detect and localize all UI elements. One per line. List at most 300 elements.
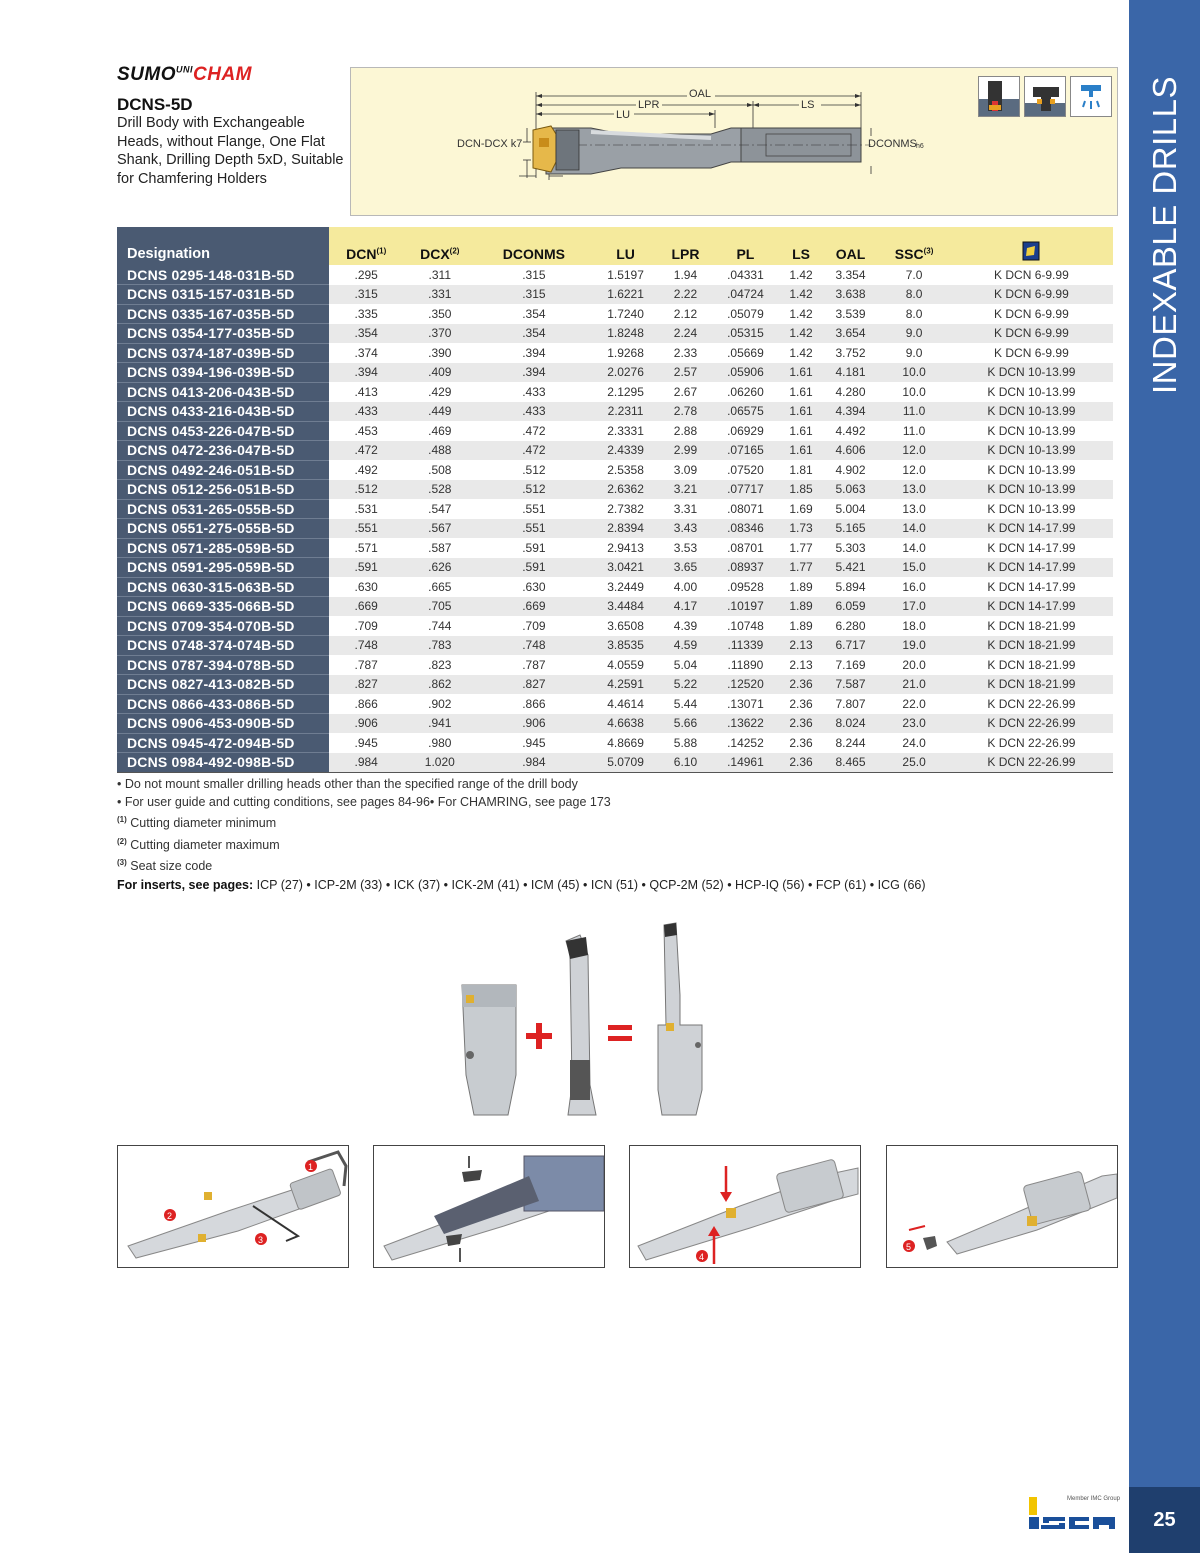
assembly-step-2 xyxy=(373,1145,605,1268)
value-cell: .14961 xyxy=(711,753,779,773)
value-cell: 5.165 xyxy=(823,519,879,539)
value-cell: 3.6508 xyxy=(592,616,660,636)
value-cell: 2.12 xyxy=(660,304,712,324)
value-cell: K DCN 10-13.99 xyxy=(950,402,1113,422)
value-cell: 5.063 xyxy=(823,480,879,500)
value-cell: .984 xyxy=(329,753,403,773)
value-cell: 1.6221 xyxy=(592,285,660,305)
value-cell: .551 xyxy=(476,519,591,539)
value-cell: 2.13 xyxy=(779,636,822,656)
value-cell: 3.53 xyxy=(660,538,712,558)
value-cell: .547 xyxy=(403,499,476,519)
value-cell: .512 xyxy=(476,460,591,480)
value-cell: K DCN 10-13.99 xyxy=(950,382,1113,402)
value-cell: .08346 xyxy=(711,519,779,539)
value-cell: 22.0 xyxy=(878,694,949,714)
value-cell: 24.0 xyxy=(878,733,949,753)
value-cell: 2.99 xyxy=(660,441,712,461)
value-cell: .354 xyxy=(476,324,591,344)
value-cell: .512 xyxy=(476,480,591,500)
value-cell: .862 xyxy=(403,675,476,695)
value-cell: .433 xyxy=(476,382,591,402)
value-cell: 4.902 xyxy=(823,460,879,480)
designation-cell: DCNS 0315-157-031B-5D xyxy=(117,285,329,305)
table-row xyxy=(117,499,1113,519)
value-cell: .10748 xyxy=(711,616,779,636)
designation-cell: DCNS 0512-256-051B-5D xyxy=(117,480,329,500)
value-cell: 4.00 xyxy=(660,577,712,597)
value-cell: K DCN 22-26.99 xyxy=(950,694,1113,714)
value-cell: 2.0276 xyxy=(592,363,660,383)
value-cell: 2.67 xyxy=(660,382,712,402)
sidebar-title: INDEXABLE DRILLS xyxy=(1146,76,1183,394)
col-dconms: DCONMS xyxy=(476,227,591,265)
value-cell: 11.0 xyxy=(878,402,949,422)
value-cell: .906 xyxy=(476,714,591,734)
value-cell: 2.36 xyxy=(779,694,822,714)
table-row xyxy=(117,538,1113,558)
value-cell: .350 xyxy=(403,304,476,324)
value-cell: 5.44 xyxy=(660,694,712,714)
value-cell: 1.61 xyxy=(779,402,822,422)
value-cell: .902 xyxy=(403,694,476,714)
value-cell: 3.752 xyxy=(823,343,879,363)
product-description: Drill Body with Exchangeable Heads, without Flange, One Flat Shank, Drilling Depth 5xD, Suitable for Chamfering Holders xyxy=(117,115,344,187)
value-cell: .744 xyxy=(403,616,476,636)
value-cell: 7.169 xyxy=(823,655,879,675)
value-cell: 9.0 xyxy=(878,324,949,344)
designation-cell: DCNS 0394-196-039B-5D xyxy=(117,363,329,383)
value-cell: .331 xyxy=(403,285,476,305)
designation-cell: DCNS 0571-285-059B-5D xyxy=(117,538,329,558)
value-cell: 1.020 xyxy=(403,753,476,773)
specifications-table xyxy=(117,227,1113,773)
value-cell: .374 xyxy=(329,343,403,363)
svg-text:h6: h6 xyxy=(916,143,924,150)
page-number: 25 xyxy=(1129,1487,1200,1553)
value-cell: 4.0559 xyxy=(592,655,660,675)
value-cell: 3.638 xyxy=(823,285,879,305)
value-cell: 1.7240 xyxy=(592,304,660,324)
designation-cell: DCNS 0669-335-066B-5D xyxy=(117,597,329,617)
value-cell: 2.78 xyxy=(660,402,712,422)
table-row xyxy=(117,714,1113,734)
svg-text:DCN-DCX k7: DCN-DCX k7 xyxy=(457,138,523,150)
value-cell: 1.42 xyxy=(779,304,822,324)
value-cell: .472 xyxy=(476,421,591,441)
svg-text:LS: LS xyxy=(801,99,815,111)
table-row xyxy=(117,421,1113,441)
value-cell: 3.21 xyxy=(660,480,712,500)
value-cell: .866 xyxy=(476,694,591,714)
value-cell: 2.36 xyxy=(779,733,822,753)
value-cell: 1.69 xyxy=(779,499,822,519)
value-cell: .528 xyxy=(403,480,476,500)
value-cell: 6.280 xyxy=(823,616,879,636)
designation-cell: DCNS 0945-472-094B-5D xyxy=(117,733,329,753)
value-cell: K DCN 14-17.99 xyxy=(950,538,1113,558)
value-cell: 3.4484 xyxy=(592,597,660,617)
designation-cell: DCNS 0433-216-043B-5D xyxy=(117,402,329,422)
value-cell: .709 xyxy=(476,616,591,636)
designation-cell: DCNS 0295-148-031B-5D xyxy=(117,265,329,285)
value-cell: .906 xyxy=(329,714,403,734)
value-cell: 4.394 xyxy=(823,402,879,422)
value-cell: 5.66 xyxy=(660,714,712,734)
col-insert xyxy=(950,227,1113,265)
value-cell: .12520 xyxy=(711,675,779,695)
value-cell: .665 xyxy=(403,577,476,597)
col-lu: LU xyxy=(592,227,660,265)
table-row xyxy=(117,694,1113,714)
value-cell: .748 xyxy=(329,636,403,656)
value-cell: .08071 xyxy=(711,499,779,519)
value-cell: 1.73 xyxy=(779,519,822,539)
designation-cell: DCNS 0709-354-070B-5D xyxy=(117,616,329,636)
value-cell: K DCN 14-17.99 xyxy=(950,519,1113,539)
value-cell: .941 xyxy=(403,714,476,734)
designation-cell: DCNS 0472-236-047B-5D xyxy=(117,441,329,461)
value-cell: 3.2449 xyxy=(592,577,660,597)
designation-cell: DCNS 0906-453-090B-5D xyxy=(117,714,329,734)
value-cell: K DCN 22-26.99 xyxy=(950,753,1113,773)
value-cell: K DCN 6-9.99 xyxy=(950,265,1113,285)
value-cell: .354 xyxy=(329,324,403,344)
assembly-photo xyxy=(440,915,720,1125)
col-ls: LS xyxy=(779,227,822,265)
table-row xyxy=(117,402,1113,422)
footnote-1: $^{(1)}$ Cutting diameter minimum xyxy=(117,815,277,831)
designation-cell: DCNS 0413-206-043B-5D xyxy=(117,382,329,402)
col-oal: OAL xyxy=(823,227,879,265)
value-cell: 5.303 xyxy=(823,538,879,558)
value-cell: K DCN 18-21.99 xyxy=(950,675,1113,695)
svg-text:2: 2 xyxy=(167,1211,173,1221)
value-cell: 8.0 xyxy=(878,304,949,324)
coolant-tap-icon xyxy=(1070,76,1112,117)
value-cell: 3.31 xyxy=(660,499,712,519)
value-cell: 2.3331 xyxy=(592,421,660,441)
value-cell: 3.09 xyxy=(660,460,712,480)
value-cell: 4.606 xyxy=(823,441,879,461)
value-cell: 2.5358 xyxy=(592,460,660,480)
member-imc-text: Member IMC Group xyxy=(1067,1496,1121,1502)
svg-text:DCONMS: DCONMS xyxy=(868,138,917,150)
value-cell: .390 xyxy=(403,343,476,363)
value-cell: K DCN 18-21.99 xyxy=(950,636,1113,656)
value-cell: 3.654 xyxy=(823,324,879,344)
value-cell: 1.61 xyxy=(779,421,822,441)
value-cell: 1.42 xyxy=(779,285,822,305)
svg-text:4: 4 xyxy=(699,1252,705,1262)
value-cell: 7.807 xyxy=(823,694,879,714)
value-cell: .469 xyxy=(403,421,476,441)
value-cell: .14252 xyxy=(711,733,779,753)
value-cell: .551 xyxy=(329,519,403,539)
footnote-3: $^{(3)}$ Seat size code xyxy=(117,858,213,874)
value-cell: 8.0 xyxy=(878,285,949,305)
value-cell: 2.8394 xyxy=(592,519,660,539)
value-cell: .492 xyxy=(329,460,403,480)
value-cell: .394 xyxy=(476,363,591,383)
value-cell: .429 xyxy=(403,382,476,402)
value-cell: .626 xyxy=(403,558,476,578)
value-cell: .980 xyxy=(403,733,476,753)
value-cell: .787 xyxy=(476,655,591,675)
inserts-reference: For inserts, see pages: ICP (27) • ICP-2M (33) • ICK (37) • ICK-2M (41) • ICM (45) • ICN (51) • QCP-2M (52) • HCP-IQ (56) • FCP (61) • ICG (66) xyxy=(117,877,926,892)
value-cell: .315 xyxy=(329,285,403,305)
value-cell: 5.22 xyxy=(660,675,712,695)
value-cell: .433 xyxy=(476,402,591,422)
value-cell: 13.0 xyxy=(878,499,949,519)
value-cell: 1.61 xyxy=(779,363,822,383)
value-cell: .11890 xyxy=(711,655,779,675)
value-cell: 4.6638 xyxy=(592,714,660,734)
table-row xyxy=(117,265,1113,285)
value-cell: 4.4614 xyxy=(592,694,660,714)
value-cell: 1.42 xyxy=(779,343,822,363)
value-cell: K DCN 6-9.99 xyxy=(950,343,1113,363)
value-cell: .571 xyxy=(329,538,403,558)
table-row xyxy=(117,753,1113,773)
value-cell: 10.0 xyxy=(878,363,949,383)
value-cell: .394 xyxy=(329,363,403,383)
value-cell: 2.24 xyxy=(660,324,712,344)
table-row xyxy=(117,558,1113,578)
value-cell: 1.85 xyxy=(779,480,822,500)
value-cell: .591 xyxy=(329,558,403,578)
table-row xyxy=(117,363,1113,383)
value-cell: 2.13 xyxy=(779,655,822,675)
value-cell: 4.39 xyxy=(660,616,712,636)
value-cell: 1.9268 xyxy=(592,343,660,363)
value-cell: 6.717 xyxy=(823,636,879,656)
svg-text:5: 5 xyxy=(906,1242,912,1252)
designation-cell: DCNS 0787-394-078B-5D xyxy=(117,655,329,675)
value-cell: 17.0 xyxy=(878,597,949,617)
designation-cell: DCNS 0453-226-047B-5D xyxy=(117,421,329,441)
value-cell: .787 xyxy=(329,655,403,675)
value-cell: .669 xyxy=(476,597,591,617)
footnote-2: $^{(2)}$ Cutting diameter maximum xyxy=(117,836,280,852)
assembly-step-1 xyxy=(117,1145,349,1268)
value-cell: 2.1295 xyxy=(592,382,660,402)
value-cell: 5.88 xyxy=(660,733,712,753)
assembly-step-4 xyxy=(886,1145,1118,1268)
value-cell: 3.539 xyxy=(823,304,879,324)
value-cell: .06929 xyxy=(711,421,779,441)
value-cell: 5.894 xyxy=(823,577,879,597)
value-cell: 7.587 xyxy=(823,675,879,695)
value-cell: .433 xyxy=(329,402,403,422)
value-cell: 16.0 xyxy=(878,577,949,597)
value-cell: 2.22 xyxy=(660,285,712,305)
svg-text:3: 3 xyxy=(258,1235,264,1245)
col-lpr: LPR xyxy=(660,227,712,265)
value-cell: .591 xyxy=(476,538,591,558)
svg-text:LPR: LPR xyxy=(638,99,660,111)
value-cell: K DCN 22-26.99 xyxy=(950,733,1113,753)
value-cell: .945 xyxy=(329,733,403,753)
value-cell: .335 xyxy=(329,304,403,324)
value-cell: .508 xyxy=(403,460,476,480)
value-cell: .295 xyxy=(329,265,403,285)
value-cell: .472 xyxy=(329,441,403,461)
table-row xyxy=(117,324,1113,344)
designation-cell: DCNS 0827-413-082B-5D xyxy=(117,675,329,695)
designation-cell: DCNS 0551-275-055B-5D xyxy=(117,519,329,539)
assembly-step-3 xyxy=(629,1145,861,1268)
value-cell: .08701 xyxy=(711,538,779,558)
value-cell: .413 xyxy=(329,382,403,402)
value-cell: 15.0 xyxy=(878,558,949,578)
value-cell: 12.0 xyxy=(878,460,949,480)
value-cell: K DCN 14-17.99 xyxy=(950,558,1113,578)
value-cell: 21.0 xyxy=(878,675,949,695)
value-cell: 4.8669 xyxy=(592,733,660,753)
value-cell: K DCN 6-9.99 xyxy=(950,285,1113,305)
value-cell: .354 xyxy=(476,304,591,324)
value-cell: 3.354 xyxy=(823,265,879,285)
value-cell: 4.492 xyxy=(823,421,879,441)
value-cell: .08937 xyxy=(711,558,779,578)
table-row xyxy=(117,285,1113,305)
value-cell: 2.2311 xyxy=(592,402,660,422)
value-cell: .05669 xyxy=(711,343,779,363)
value-cell: 3.8535 xyxy=(592,636,660,656)
table-row xyxy=(117,480,1113,500)
table-row xyxy=(117,304,1113,324)
value-cell: .630 xyxy=(329,577,403,597)
table-row xyxy=(117,343,1113,363)
value-cell: 8.244 xyxy=(823,733,879,753)
svg-text:LU: LU xyxy=(616,109,631,121)
value-cell: .11339 xyxy=(711,636,779,656)
value-cell: 2.57 xyxy=(660,363,712,383)
value-cell: .370 xyxy=(403,324,476,344)
value-cell: 2.36 xyxy=(779,714,822,734)
value-cell: 10.0 xyxy=(878,382,949,402)
value-cell: 2.36 xyxy=(779,753,822,773)
table-row xyxy=(117,441,1113,461)
table-row xyxy=(117,733,1113,753)
value-cell: .630 xyxy=(476,577,591,597)
table-notes xyxy=(117,776,926,894)
value-cell: .04724 xyxy=(711,285,779,305)
value-cell: 1.81 xyxy=(779,460,822,480)
value-cell: .13622 xyxy=(711,714,779,734)
note-bullet: • Do not mount smaller drilling heads other than the specified range of the drill body xyxy=(117,777,578,791)
value-cell: 19.0 xyxy=(878,636,949,656)
col-dcn: DCN$^{(1)}$ xyxy=(329,227,403,265)
value-cell: 3.65 xyxy=(660,558,712,578)
value-cell: .07520 xyxy=(711,460,779,480)
value-cell: .823 xyxy=(403,655,476,675)
value-cell: .567 xyxy=(403,519,476,539)
product-title: DCNS-5D xyxy=(117,95,193,114)
value-cell: 1.42 xyxy=(779,265,822,285)
value-cell: .05315 xyxy=(711,324,779,344)
value-cell: .06575 xyxy=(711,402,779,422)
value-cell: 12.0 xyxy=(878,441,949,461)
designation-cell: DCNS 0354-177-035B-5D xyxy=(117,324,329,344)
value-cell: 6.059 xyxy=(823,597,879,617)
value-cell: 5.004 xyxy=(823,499,879,519)
value-cell: .488 xyxy=(403,441,476,461)
designation-cell: DCNS 0591-295-059B-5D xyxy=(117,558,329,578)
value-cell: .10197 xyxy=(711,597,779,617)
value-cell: 20.0 xyxy=(878,655,949,675)
value-cell: 25.0 xyxy=(878,753,949,773)
value-cell: 1.8248 xyxy=(592,324,660,344)
value-cell: .512 xyxy=(329,480,403,500)
table-row xyxy=(117,636,1113,656)
table-row xyxy=(117,675,1113,695)
designation-cell: DCNS 0630-315-063B-5D xyxy=(117,577,329,597)
value-cell: 2.9413 xyxy=(592,538,660,558)
value-cell: .705 xyxy=(403,597,476,617)
designation-cell: DCNS 0984-492-098B-5D xyxy=(117,753,329,773)
value-cell: .07165 xyxy=(711,441,779,461)
value-cell: 23.0 xyxy=(878,714,949,734)
value-cell: 1.89 xyxy=(779,577,822,597)
insert-icon xyxy=(1020,240,1042,262)
value-cell: .05906 xyxy=(711,363,779,383)
value-cell: 2.88 xyxy=(660,421,712,441)
value-cell: K DCN 18-21.99 xyxy=(950,616,1113,636)
value-cell: .945 xyxy=(476,733,591,753)
value-cell: .06260 xyxy=(711,382,779,402)
value-cell: .315 xyxy=(476,285,591,305)
value-cell: K DCN 22-26.99 xyxy=(950,714,1113,734)
table-row xyxy=(117,616,1113,636)
designation-cell: DCNS 0866-433-086B-5D xyxy=(117,694,329,714)
value-cell: K DCN 18-21.99 xyxy=(950,655,1113,675)
technical-drawing xyxy=(350,67,1118,216)
value-cell: .827 xyxy=(476,675,591,695)
value-cell: .531 xyxy=(329,499,403,519)
value-cell: K DCN 10-13.99 xyxy=(950,441,1113,461)
value-cell: K DCN 14-17.99 xyxy=(950,597,1113,617)
value-cell: 8.024 xyxy=(823,714,879,734)
value-cell: 5.04 xyxy=(660,655,712,675)
value-cell: .669 xyxy=(329,597,403,617)
value-cell: 8.465 xyxy=(823,753,879,773)
value-cell: 4.280 xyxy=(823,382,879,402)
designation-cell: DCNS 0335-167-035B-5D xyxy=(117,304,329,324)
value-cell: 5.421 xyxy=(823,558,879,578)
value-cell: 4.181 xyxy=(823,363,879,383)
value-cell: 1.94 xyxy=(660,265,712,285)
value-cell: 5.0709 xyxy=(592,753,660,773)
value-cell: 6.10 xyxy=(660,753,712,773)
value-cell: 14.0 xyxy=(878,519,949,539)
table-row xyxy=(117,577,1113,597)
value-cell: .551 xyxy=(476,499,591,519)
value-cell: 13.0 xyxy=(878,480,949,500)
value-cell: 1.42 xyxy=(779,324,822,344)
value-cell: 9.0 xyxy=(878,343,949,363)
value-cell: 2.4339 xyxy=(592,441,660,461)
value-cell: .07717 xyxy=(711,480,779,500)
value-cell: .587 xyxy=(403,538,476,558)
value-cell: 1.89 xyxy=(779,616,822,636)
value-cell: 1.77 xyxy=(779,558,822,578)
col-pl: PL xyxy=(711,227,779,265)
value-cell: .13071 xyxy=(711,694,779,714)
value-cell: .984 xyxy=(476,753,591,773)
value-cell: 1.77 xyxy=(779,538,822,558)
